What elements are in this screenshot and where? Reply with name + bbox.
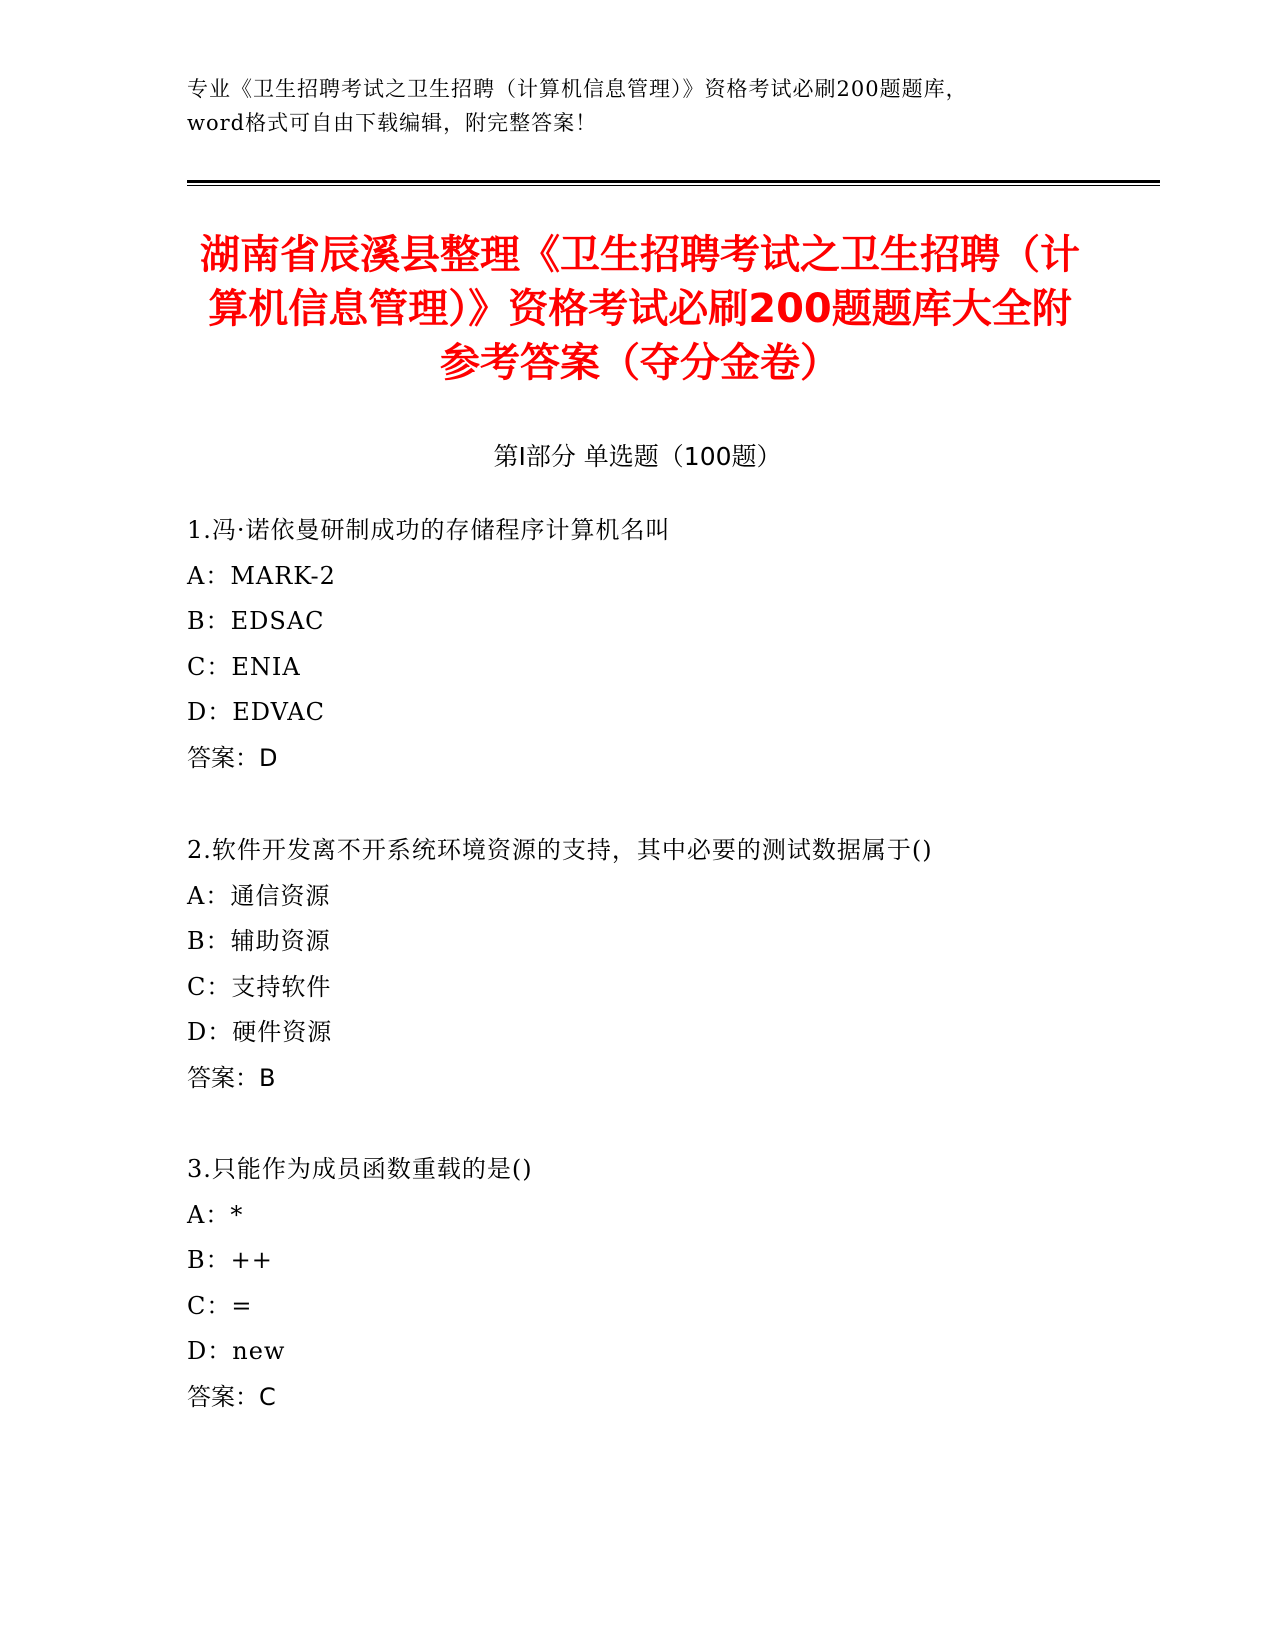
question-3	[187, 1147, 1087, 1420]
option-d: D：new	[187, 1337, 286, 1365]
document-title: 湖南省辰溪县整理《卫生招聘考试之卫生招聘（计算机信息管理）》资格考试必刷200题题库大全附参考答案（夺分金卷）	[200, 232, 1080, 386]
question-stem: 1.冯·诺依曼研制成功的存储程序计算机名叫	[187, 516, 671, 544]
option-d: D：EDVAC	[187, 698, 325, 726]
option-c: C：支持软件	[187, 972, 332, 1001]
option-d: D：硬件资源	[187, 1018, 333, 1046]
header-note-line-1: 专业《卫生招聘考试之卫生招聘（计算机信息管理）》资格考试必刷200题题库，	[187, 77, 968, 101]
option-b: B：++	[187, 1246, 273, 1274]
option-b: B：EDSAC	[187, 607, 325, 635]
answer: 答案：D	[187, 743, 278, 772]
option-a: A：MARK-2	[187, 561, 336, 590]
option-c: C：=	[187, 1291, 253, 1320]
option-b: B：辅助资源	[187, 927, 331, 955]
header-divider-thick	[187, 180, 1160, 183]
header-note-line-2: word格式可自由下载编辑，附完整答案！	[187, 111, 598, 135]
answer: 答案：C	[187, 1382, 276, 1411]
option-a: A：*	[187, 1200, 244, 1229]
option-c: C：ENIA	[187, 652, 301, 681]
question-1	[187, 508, 1087, 781]
question-stem: 2.软件开发离不开系统环境资源的支持，其中必要的测试数据属于()	[187, 836, 933, 864]
option-a: A：通信资源	[187, 881, 331, 910]
answer: 答案：B	[187, 1063, 276, 1092]
question-2	[187, 828, 1087, 1101]
header-divider-thin	[187, 185, 1160, 186]
section-heading: 第Ⅰ部分 单选题（100题）	[493, 442, 782, 471]
question-stem: 3.只能作为成员函数重载的是()	[187, 1155, 533, 1183]
header-note	[187, 72, 1087, 140]
